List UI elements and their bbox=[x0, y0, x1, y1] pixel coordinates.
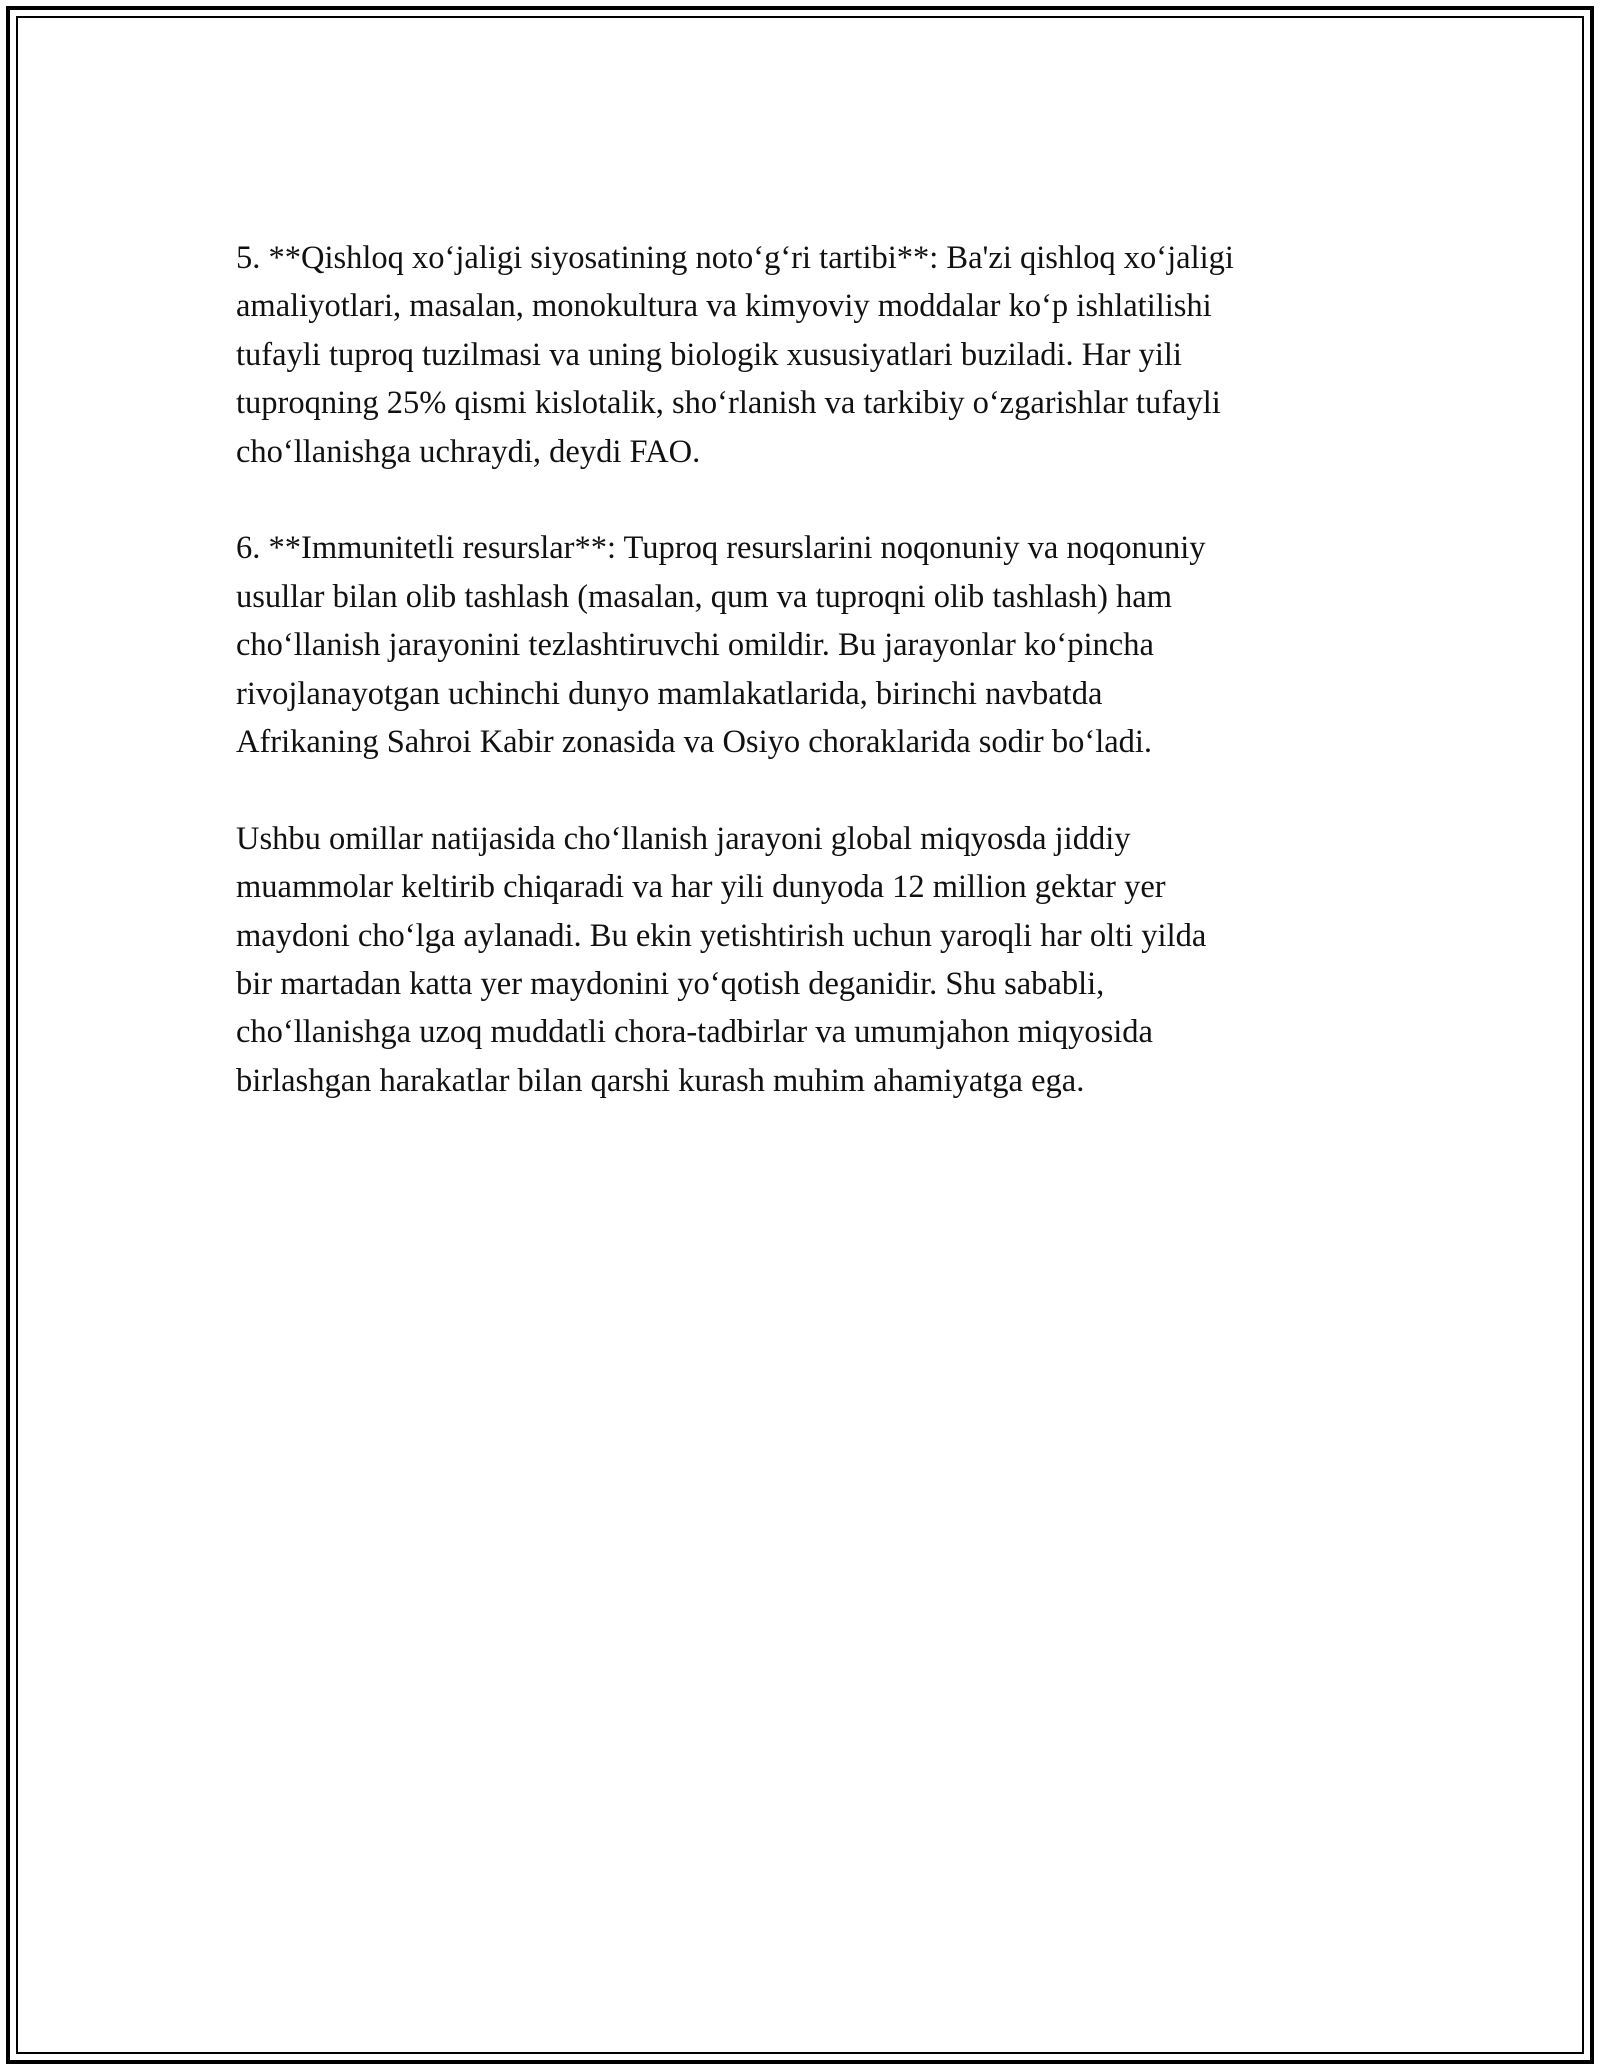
text-line: bir martadan katta yer maydonini yo‘qotish deganidir. Shu sababli, bbox=[236, 966, 1105, 1003]
text-line: cho‘llanish jarayonini tezlashtiruvchi omildir. Bu jarayonlar ko‘pincha bbox=[236, 627, 1154, 664]
text-line: maydoni cho‘lga aylanadi. Bu ekin yetishtirish uchun yaroqli har olti yilda bbox=[236, 917, 1207, 954]
text-line: birlashgan harakatlar bilan qarshi kurash muhim ahamiyatga ega. bbox=[236, 1062, 1085, 1099]
text-line: cho‘llanishga uchraydi, deydi FAO. bbox=[236, 433, 701, 470]
text-line: 5. **Qishloq xo‘jaligi siyosatining noto‘g‘ri tartibi**: Ba'zi qishloq xo‘jaligi bbox=[236, 240, 1234, 276]
text-line: cho‘llanishga uzoq muddatli chora-tadbirlar va umumjahon miqyosida bbox=[236, 1014, 1153, 1051]
text-line: Ushbu omillar natijasida cho‘llanish jarayoni global miqyosda jiddiy bbox=[236, 820, 1131, 857]
paragraph-item-6 bbox=[236, 524, 1396, 766]
text-line: tufayli tuproq tuzilmasi va uning biologik xususiyatlari buziladi. Har yili bbox=[236, 336, 1182, 373]
text-line: Afrikaning Sahroi Kabir zonasida va Osiyo choraklarida sodir bo‘ladi. bbox=[236, 724, 1153, 761]
paragraph-item-5 bbox=[236, 234, 1396, 476]
text-line: 6. **Immunitetli resurslar**: Tuproq resurslarini noqonuniy va noqonuniy bbox=[236, 530, 1206, 567]
text-line: rivojlanayotgan uchinchi dunyo mamlakatlarida, birinchi navbatda bbox=[236, 675, 1103, 712]
text-line: usullar bilan olib tashlash (masalan, qum va tuproqni olib tashlash) ham bbox=[236, 578, 1173, 615]
text-line: tuproqning 25% qismi kislotalik, sho‘rlanish va tarkibiy o‘zgarishlar tufayli bbox=[236, 385, 1221, 422]
text-line: muammolar keltirib chiqaradi va har yili dunyoda 12 million gektar yer bbox=[236, 869, 1166, 906]
paragraph-conclusion bbox=[236, 815, 1396, 1105]
text-line: amaliyotlari, masalan, monokultura va kimyoviy moddalar ko‘p ishlatilishi bbox=[236, 288, 1212, 325]
document-body bbox=[236, 234, 1396, 1154]
